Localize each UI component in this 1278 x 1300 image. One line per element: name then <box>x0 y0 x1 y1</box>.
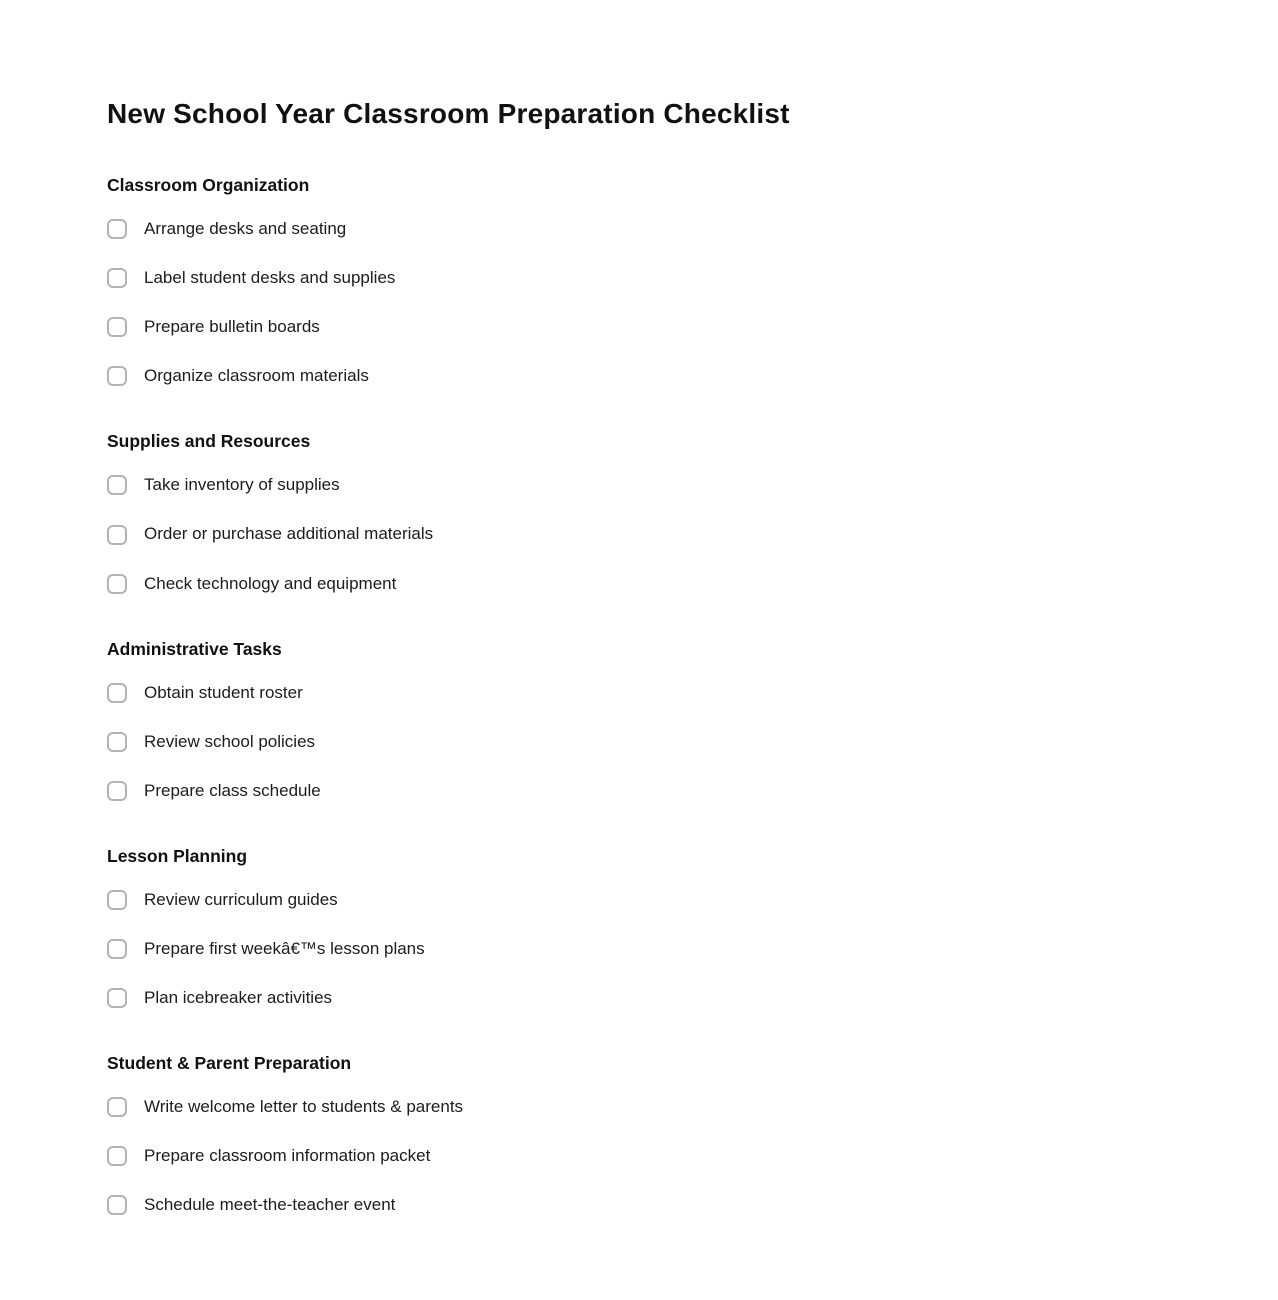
checklist-section <box>107 175 1218 387</box>
section-heading: Supplies and Resources <box>107 431 311 452</box>
checkbox[interactable] <box>107 1097 127 1117</box>
checklist-item <box>107 938 1218 960</box>
section-heading: Administrative Tasks <box>107 638 282 659</box>
checklist-sections <box>107 175 1218 1217</box>
checklist-item <box>107 218 1218 240</box>
checklist-item <box>107 573 1218 595</box>
checklist-item-label: Order or purchase additional materials <box>144 524 434 544</box>
checklist-item-label: Review school policies <box>144 731 316 751</box>
section-heading: Classroom Organization <box>107 175 310 195</box>
checklist-item-label: Label student desks and supplies <box>144 268 396 288</box>
checklist-item-label: Obtain student roster <box>144 682 303 702</box>
checkbox[interactable] <box>107 890 127 910</box>
checklist-item <box>107 731 1218 753</box>
checklist-item <box>107 987 1218 1009</box>
checklist-item-label: Write welcome letter to students & parents <box>144 1097 464 1117</box>
checklist-item <box>107 780 1218 802</box>
checkbox[interactable] <box>107 366 127 386</box>
checkbox[interactable] <box>107 475 127 495</box>
checkbox[interactable] <box>107 781 127 801</box>
checklist-item-label: Prepare classroom information packet <box>144 1146 431 1166</box>
checklist-item <box>107 474 1218 496</box>
checklist-item-label: Arrange desks and seating <box>144 219 347 238</box>
page-title: New School Year Classroom Preparation Checklist <box>107 98 790 129</box>
checklist-item <box>107 365 1218 387</box>
checkbox[interactable] <box>107 525 127 545</box>
checklist-item <box>107 1096 1218 1118</box>
checkbox[interactable] <box>107 219 127 239</box>
checklist-item <box>107 523 1218 545</box>
checkbox[interactable] <box>107 574 127 594</box>
checklist-section <box>107 639 1218 802</box>
checkbox[interactable] <box>107 1146 127 1166</box>
checklist-item-label: Review curriculum guides <box>144 889 338 909</box>
checklist-item-label: Check technology and equipment <box>144 573 397 593</box>
checklist-item-label: Prepare first weekâ€™s lesson plans <box>144 939 425 959</box>
checklist-item-label: Take inventory of supplies <box>144 475 340 495</box>
checklist-item <box>107 682 1218 704</box>
checklist-section <box>107 1053 1218 1216</box>
checklist-item <box>107 1145 1218 1167</box>
checklist-item-label: Prepare class schedule <box>144 780 321 800</box>
section-heading: Student & Parent Preparation <box>107 1053 352 1074</box>
checklist-item <box>107 1194 1218 1216</box>
checkbox[interactable] <box>107 939 127 959</box>
checklist-section <box>107 431 1218 594</box>
checkbox[interactable] <box>107 732 127 752</box>
checklist-item <box>107 267 1218 289</box>
checklist-item-label: Prepare bulletin boards <box>144 317 320 337</box>
checklist-item <box>107 889 1218 911</box>
checkbox[interactable] <box>107 683 127 703</box>
checkbox[interactable] <box>107 317 127 337</box>
checklist-item-label: Organize classroom materials <box>144 366 369 386</box>
checkbox[interactable] <box>107 988 127 1008</box>
section-heading: Lesson Planning <box>107 845 248 866</box>
checkbox[interactable] <box>107 1195 127 1215</box>
checklist-item-label: Plan icebreaker activities <box>144 988 333 1008</box>
checkbox[interactable] <box>107 268 127 288</box>
checklist-item <box>107 316 1218 338</box>
checklist-item-label: Schedule meet-the-teacher event <box>144 1195 396 1215</box>
checklist-section <box>107 846 1218 1009</box>
